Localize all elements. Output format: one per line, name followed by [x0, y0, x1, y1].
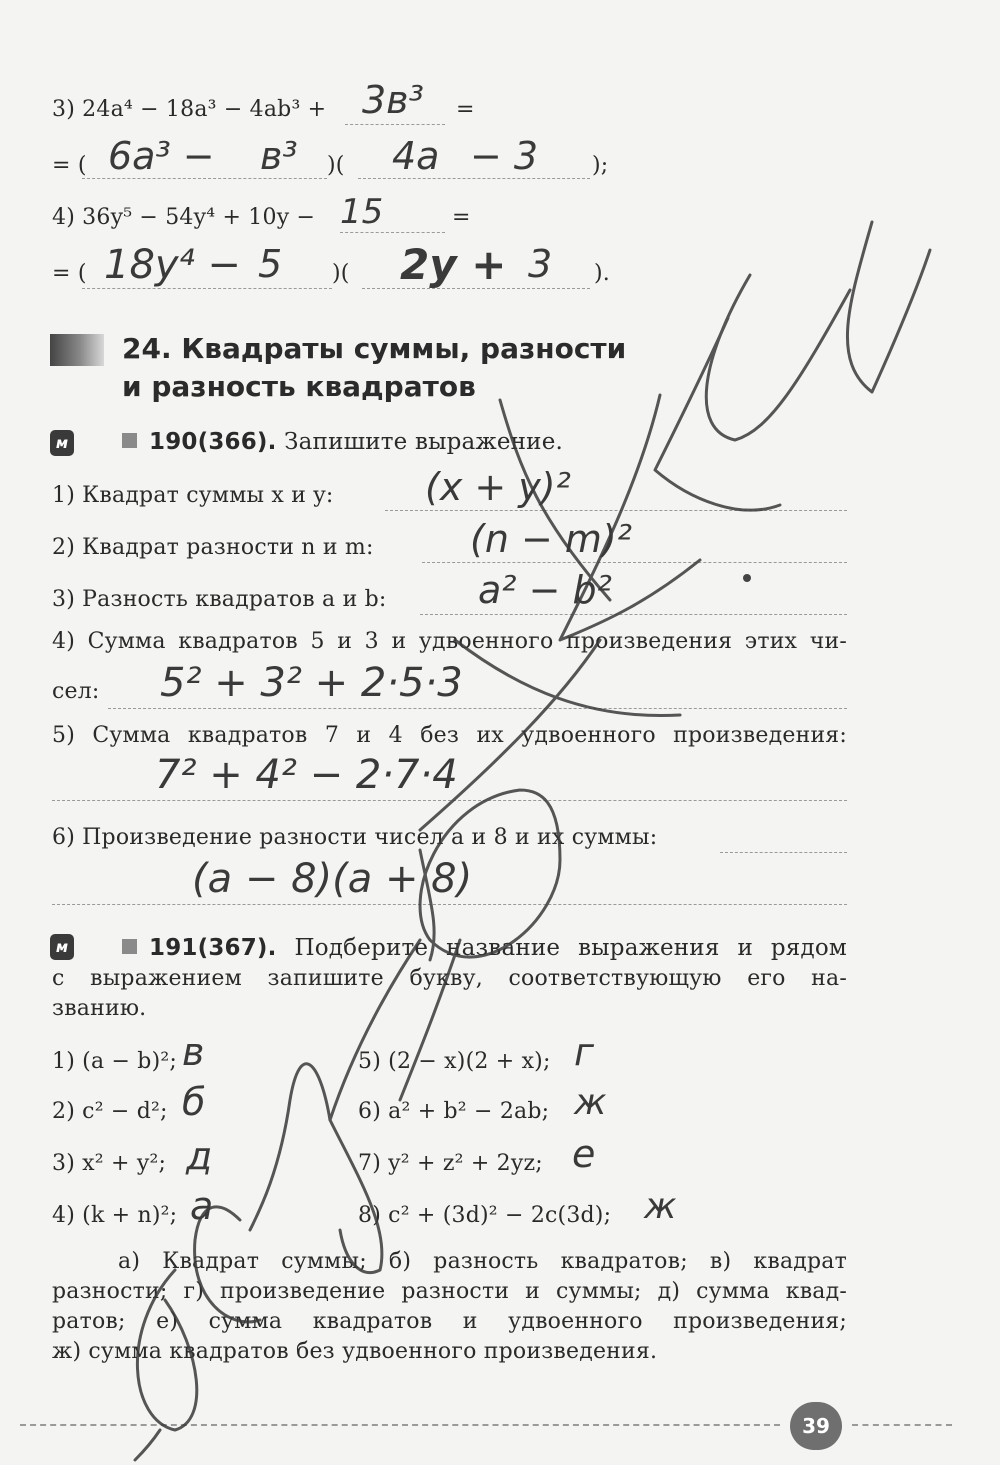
scribble-stroke — [847, 222, 930, 392]
ex191-options-line4: ж) сумма квадратов без удвоенного произведения. — [52, 1339, 658, 1364]
ex190-item-1: 1) Квадрат суммы x и y: — [52, 483, 334, 508]
ex191-expr-5: 5) (2 − x)(2 + x); — [358, 1049, 551, 1074]
close-paren: ); — [592, 153, 609, 178]
ex189-item4-expr: 4) 36y⁵ − 54y⁴ + 10y − — [52, 205, 316, 230]
scribble-stroke — [400, 940, 460, 1100]
handwritten-answer: 3в³ — [362, 78, 424, 122]
handwritten-answer: в³ — [260, 134, 298, 178]
ex190-item-5: 5) Сумма квадратов 7 и 4 без их удвоенного произведения: — [52, 723, 847, 748]
ex191-options-line2: разности; г) произведение разности и суммы; д) сумма квад- — [52, 1279, 847, 1304]
scribble-stroke — [195, 1207, 260, 1322]
handwritten-answer: 5 — [258, 242, 283, 286]
open-paren: = ( — [52, 261, 87, 286]
handwritten-answer: ж — [574, 1082, 607, 1123]
ink-dot — [743, 574, 751, 582]
ex190-item-6: 6) Произведение разности чисел a и 8 и их суммы: — [52, 825, 658, 850]
handwritten-answer: г — [574, 1030, 594, 1074]
paren-separator: )( — [332, 261, 350, 286]
handwritten-answer: 18y⁴ − — [104, 242, 241, 288]
handwritten-answer: а — [190, 1184, 214, 1228]
ex191-options-line3: ратов; е) сумма квадратов и удвоенного произведения; — [52, 1309, 847, 1334]
ex191-task-line1: Подберите название выражения и рядом — [294, 935, 848, 961]
ex190-item-3: 3) Разность квадратов a и b: — [52, 587, 387, 612]
m-badge-icon: м — [50, 430, 74, 456]
handwritten-answer: в — [182, 1030, 205, 1074]
ex191-expr-2: 2) c² − d²; — [52, 1099, 168, 1124]
equals-sign: = — [452, 205, 471, 230]
handwritten-answer: 2y + — [400, 240, 507, 289]
paren-separator: )( — [327, 153, 345, 178]
ex191-task-line2: с выражением запишите букву, соответствующую его на- — [52, 966, 847, 991]
m-badge-icon: м — [50, 934, 74, 960]
scribble-stroke — [420, 640, 600, 830]
scribble-stroke — [560, 395, 700, 640]
open-paren: = ( — [52, 153, 87, 178]
equals-sign: = — [456, 97, 475, 122]
handwritten-answer: a² − b² — [478, 568, 612, 612]
scribble-stroke — [455, 640, 680, 716]
handwritten-answer: б — [182, 1080, 206, 1124]
ex190-item-4: 4) Сумма квадратов 5 и 3 и удвоенного произведения этих чи- — [52, 629, 847, 654]
scribble-stroke — [706, 275, 850, 440]
handwritten-answer: 6a³ − — [108, 134, 215, 178]
handwritten-answer: (x + y)² — [425, 465, 571, 509]
ex191-expr-1: 1) (a − b)²; — [52, 1049, 177, 1074]
ex190-item-4-cont: сел: — [52, 679, 100, 704]
handwritten-answer: 3 — [528, 242, 553, 286]
handwritten-answer: (a − 8)(a + 8) — [192, 856, 473, 902]
section-title-line1: 24. Квадраты суммы, разности — [122, 332, 627, 365]
handwritten-answer: ж — [644, 1186, 677, 1227]
ex190-item-2: 2) Квадрат разности n и m: — [52, 535, 374, 560]
ex191-number: 191(367). — [149, 935, 277, 961]
page-number: 39 — [790, 1402, 842, 1450]
ex191-expr-3: 3) x² + y²; — [52, 1151, 167, 1176]
ex191-options-line1: а) Квадрат суммы; б) разность квадратов; в) квадрат — [118, 1249, 847, 1274]
handwritten-answer: 15 — [340, 192, 384, 232]
ex191-expr-7: 7) y² + z² + 2yz; — [358, 1151, 543, 1176]
section-title-line2: и разность квадратов — [122, 370, 476, 403]
ex189-item3-expr: 3) 24a⁴ − 18a³ − 4ab³ + — [52, 97, 327, 122]
ex191-expr-6: 6) a² + b² − 2ab; — [358, 1099, 550, 1124]
scribble-stroke — [420, 790, 560, 957]
ex191-expr-4: 4) (k + n)²; — [52, 1203, 178, 1228]
scribble-stroke — [137, 1270, 196, 1430]
handwritten-answer: 4a — [392, 134, 440, 178]
ex191-task-line3: званию. — [52, 996, 147, 1021]
handwritten-answer: 7² + 4² − 2·7·4 — [155, 752, 458, 798]
handwritten-answer: д — [186, 1134, 213, 1178]
handwritten-answer: − 3 — [470, 134, 539, 178]
handwritten-answer: (n − m)² — [470, 517, 632, 561]
scribble-stroke — [330, 1120, 382, 1273]
handwritten-answer: е — [572, 1132, 596, 1176]
handwritten-answer: 5² + 3² + 2·5·3 — [160, 660, 463, 706]
ex191-expr-8: 8) c² + (3d)² − 2c(3d); — [358, 1203, 612, 1228]
scribble-stroke — [250, 940, 420, 1230]
close-paren: ). — [594, 261, 610, 286]
scribble-stroke — [655, 318, 780, 510]
ex190-number: 190(366). — [149, 429, 277, 455]
ex190-task: Запишите выражение. — [284, 429, 564, 455]
scribble-stroke — [135, 1430, 160, 1460]
